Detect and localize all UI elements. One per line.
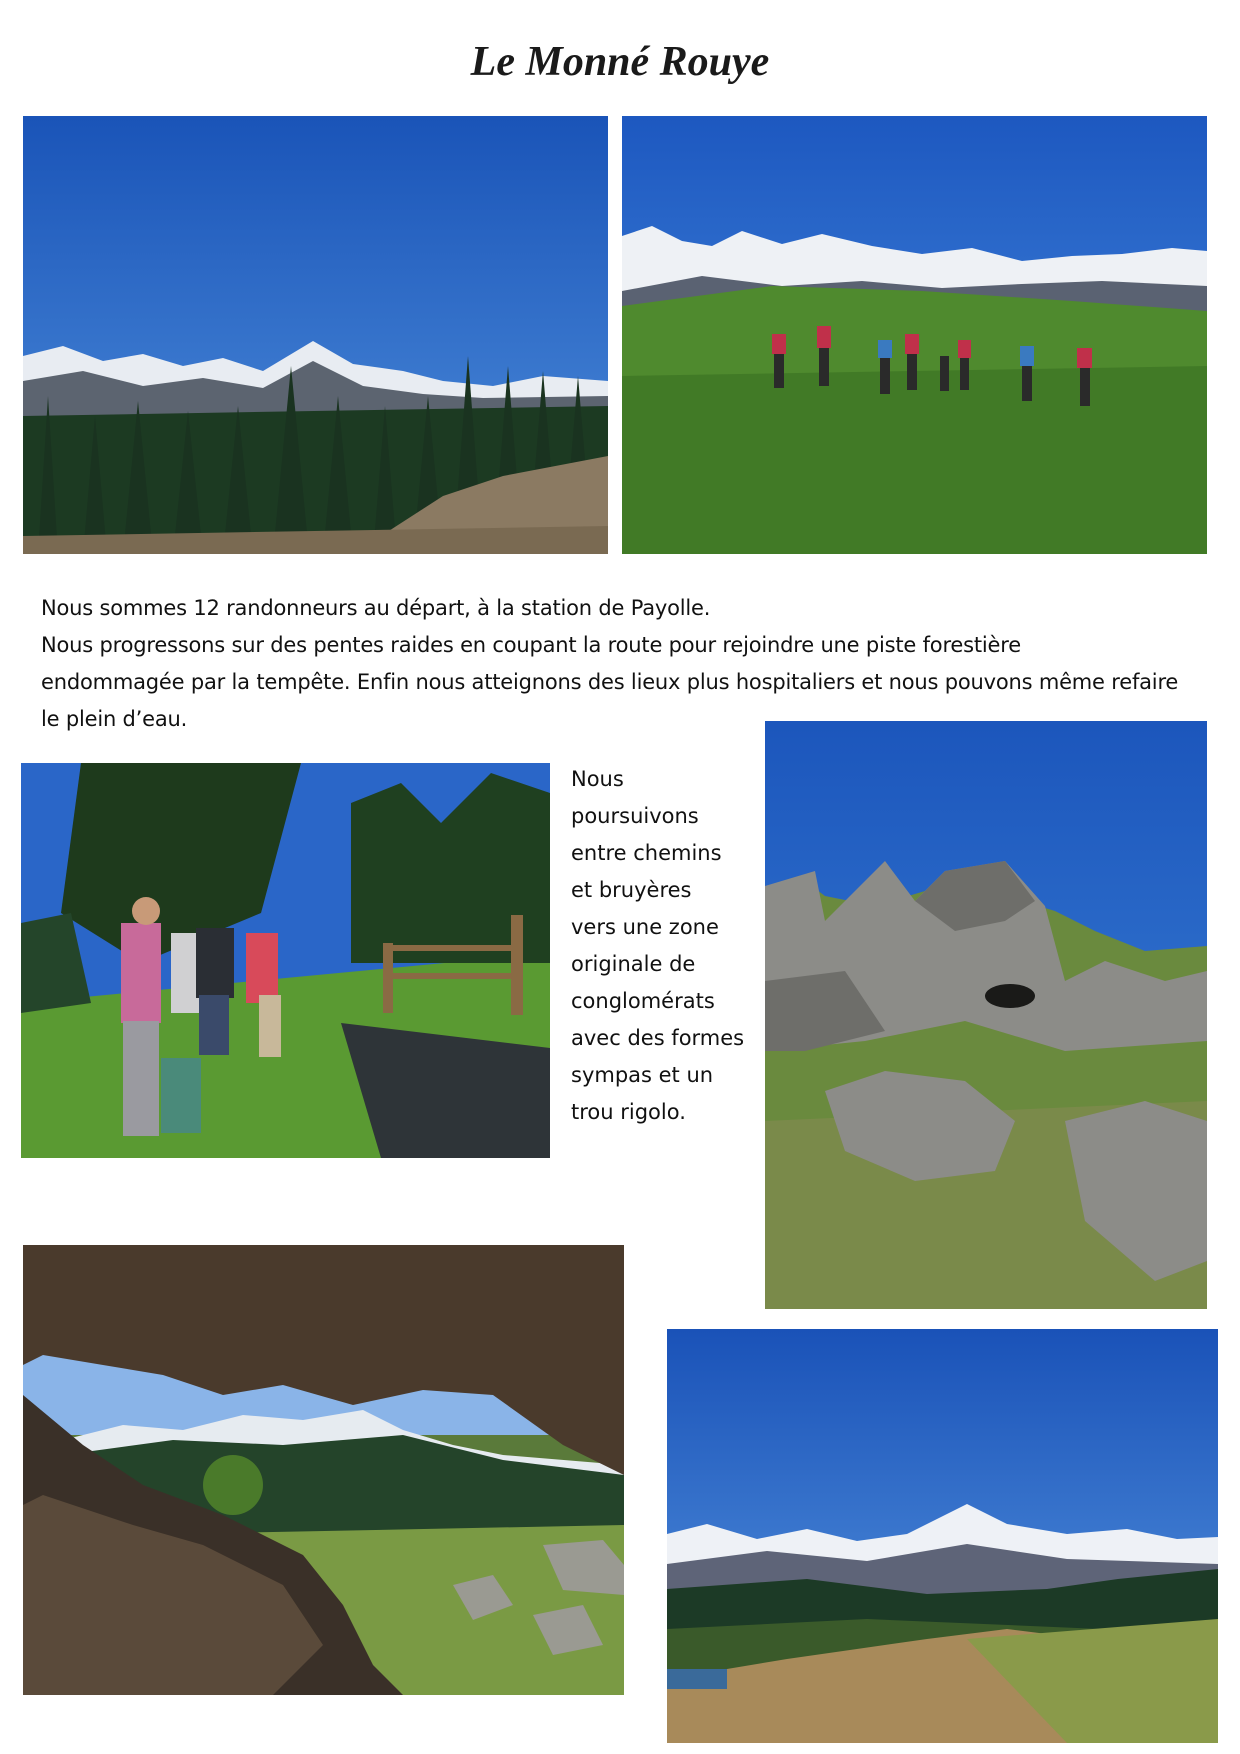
photo-hikers-meadow bbox=[622, 116, 1207, 554]
side-line: vers une zone bbox=[571, 915, 719, 939]
side-line: originale de bbox=[571, 952, 696, 976]
page-title: Le Monné Rouye bbox=[470, 39, 770, 85]
photo-valley-panorama bbox=[667, 1329, 1218, 1743]
photo-conglomerate-rocks bbox=[765, 721, 1207, 1309]
photo-forest-mountains bbox=[23, 116, 608, 554]
side-line: trou rigolo. bbox=[571, 1100, 686, 1124]
side-line: conglomérats bbox=[571, 989, 715, 1013]
side-line: et bruyères bbox=[571, 878, 692, 902]
intro-line-2: Nous progressons sur des pentes raides en coupant la route pour rejoindre une piste forestière bbox=[41, 633, 1021, 657]
side-line: poursuivons bbox=[571, 804, 699, 828]
side-line: sympas et un bbox=[571, 1063, 714, 1087]
side-line: avec des formes bbox=[571, 1026, 745, 1050]
intro-line-4: le plein d’eau. bbox=[41, 707, 188, 731]
side-paragraph bbox=[571, 761, 771, 1131]
side-line: Nous bbox=[571, 767, 624, 791]
photo-hikers-water-trough bbox=[21, 763, 550, 1158]
intro-paragraph bbox=[41, 590, 1221, 738]
photo-cave-view bbox=[23, 1245, 624, 1695]
side-line: entre chemins bbox=[571, 841, 722, 865]
intro-line-1: Nous sommes 12 randonneurs au départ, à la station de Payolle. bbox=[41, 596, 711, 620]
intro-line-3: endommagée par la tempête. Enfin nous atteignons des lieux plus hospitaliers et nous pouvons même refaire bbox=[41, 670, 1179, 694]
